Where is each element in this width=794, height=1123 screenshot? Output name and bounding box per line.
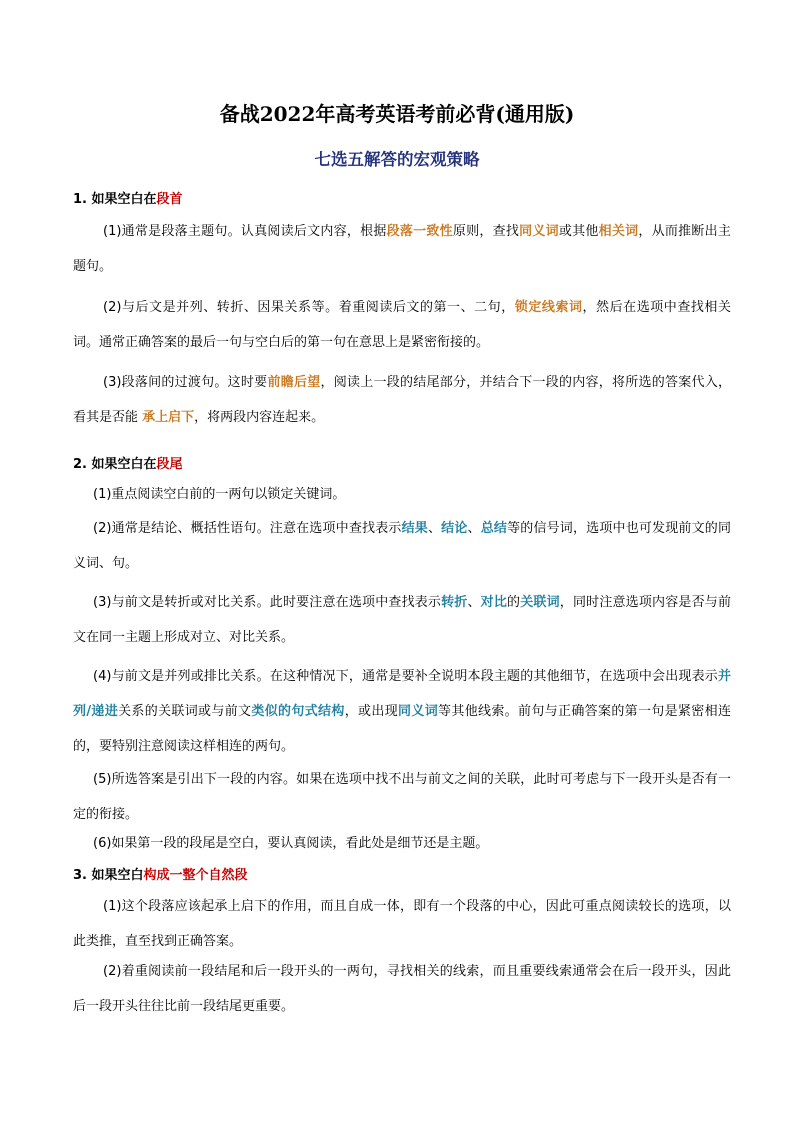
keyword-highlight: 转折 — [441, 595, 468, 610]
paragraph-text: 重点阅读空白前的一两句以锁定关键词。 — [111, 487, 346, 502]
paragraph-text: ，将两段内容连起来。 — [194, 410, 325, 425]
paragraph-2-1 — [73, 477, 731, 512]
paragraph-text: ，阅读上一段的结尾部分，并结合下一段的内容，将所选的答案代入，看其是否能 — [73, 375, 731, 425]
paragraph-label: (3) — [93, 595, 112, 610]
keyword-highlight: 承上启下 — [142, 410, 195, 425]
paragraph-text: 着重阅读前一段结尾和后一段开头的一两句，寻找相关的线索，而且重要线索通常会在后一段开头，因此后一段开头往往比前一段结尾更重要。 — [73, 964, 731, 1014]
paragraph-label: (2) — [103, 300, 122, 315]
keyword-highlight: 相关词 — [598, 224, 639, 239]
paragraph-2-6 — [73, 826, 731, 861]
keyword-highlight: 前瞻后望 — [267, 375, 321, 390]
paragraph-text: 关系的关联词或与前文 — [118, 704, 252, 719]
paragraph-label: (1) — [93, 487, 112, 502]
section-heading-highlight: 构成一整个自然段 — [143, 868, 248, 883]
separator-text: 、 — [467, 521, 481, 536]
paragraph-2-3 — [73, 585, 731, 655]
paragraph-3-1 — [73, 889, 731, 959]
section-heading-highlight: 段尾 — [156, 457, 183, 472]
paragraph-label: (1) — [103, 899, 122, 914]
keyword-highlight: 结论 — [441, 521, 468, 536]
paragraph-text: 这个段落应该起承上启下的作用，而且自成一体，即有一个段落的中心，因此可重点阅读较长的选项，以此类推，直至找到正确答案。 — [73, 899, 731, 949]
section-heading-3 — [73, 864, 248, 883]
separator-text: 、 — [427, 521, 442, 536]
paragraph-label: (2) — [103, 964, 122, 979]
paragraph-text: 段落间的过渡句。这时要 — [121, 375, 268, 390]
paragraph-label: (1) — [103, 224, 122, 239]
paragraph-1-3 — [73, 365, 731, 435]
document-title: 备战2022年高考英语考前必背(通用版) — [219, 102, 575, 126]
paragraph-label: (5) — [93, 772, 112, 787]
section-heading-2 — [73, 453, 183, 472]
paragraph-2-2 — [73, 511, 731, 581]
paragraph-1-2 — [73, 290, 731, 360]
document-subtitle: 七选五解答的宏观策略 — [314, 150, 480, 169]
paragraph-2-5 — [73, 762, 731, 832]
paragraph-text: 原则，查找 — [452, 224, 520, 239]
paragraph-text: 所选答案是引出下一段的内容。如果在选项中找不出与前文之间的关联，此时可考虑与下一段开头是否有一定的衔接。 — [73, 772, 731, 822]
section-heading-prefix: 3. 如果空白 — [73, 868, 144, 883]
paragraph-label: (2) — [93, 521, 112, 536]
keyword-highlight: 同义词 — [519, 224, 559, 239]
paragraph-text: ，同时注意选项内容是否与前文在同一主题上形成对立、对比关系。 — [73, 595, 731, 645]
keyword-highlight: 关联词 — [520, 595, 560, 610]
paragraph-text: ，然后在选项中查找相关词。通常正确答案的最后一句与空白后的第一句在意思上是紧密衔接的。 — [73, 300, 731, 350]
paragraph-text: 通常是段落主题句。认真阅读后文内容，根据 — [121, 224, 387, 239]
paragraph-text: ，从而推断出主题句。 — [73, 224, 731, 274]
section-heading-prefix: 1. 如果空白在 — [73, 192, 157, 207]
keyword-highlight: 总结 — [480, 521, 508, 536]
paragraph-label: (3) — [103, 375, 122, 390]
paragraph-text: 如果第一段的段尾是空白，要认真阅读，看此处是细节还是主题。 — [111, 836, 489, 851]
paragraph-text: 等其他线索。前句与正确答案的第一句是紧密相连的，要特别注意阅读这样相连的两句。 — [73, 704, 731, 754]
paragraph-3-2 — [73, 954, 731, 1024]
paragraph-text: 与前文是转折或对比关系。此时要注意在选项中查找表示 — [111, 595, 442, 610]
keyword-highlight: 对比 — [480, 595, 508, 610]
paragraph-text: ，或出现 — [344, 704, 399, 719]
section-heading-1 — [73, 188, 183, 207]
paragraph-text: 的 — [507, 595, 521, 610]
paragraph-label: (4) — [93, 669, 112, 684]
keyword-highlight: 同义词 — [398, 704, 439, 719]
paragraph-text: 等的信号词，选项中也可发现前文的同义词、句。 — [73, 521, 731, 571]
keyword-highlight: 段落一致性 — [386, 224, 453, 239]
keyword-highlight: 类似的句式结构 — [251, 704, 345, 719]
paragraph-1-1 — [73, 214, 731, 284]
paragraph-2-4 — [73, 659, 731, 764]
paragraph-text: 与前文是并列或排比关系。在这种情况下，通常是要补全说明本段主题的其他细节，在选项中会出现表示 — [111, 669, 718, 684]
paragraph-text: 或其他 — [558, 224, 599, 239]
paragraph-text: 与后文是并列、转折、因果关系等。着重阅读后文的第一、二句， — [121, 300, 515, 315]
paragraph-label: (6) — [93, 836, 112, 851]
paragraph-text: 通常是结论、概括性语句。注意在选项中查找表示 — [111, 521, 402, 536]
keyword-highlight: 结果 — [401, 521, 428, 536]
section-heading-highlight: 段首 — [156, 192, 183, 207]
section-heading-prefix: 2. 如果空白在 — [73, 457, 157, 472]
keyword-highlight: 锁定线索词 — [514, 300, 583, 315]
separator-text: 、 — [467, 595, 481, 610]
keyword-highlight: 并列/递进 — [73, 669, 731, 719]
